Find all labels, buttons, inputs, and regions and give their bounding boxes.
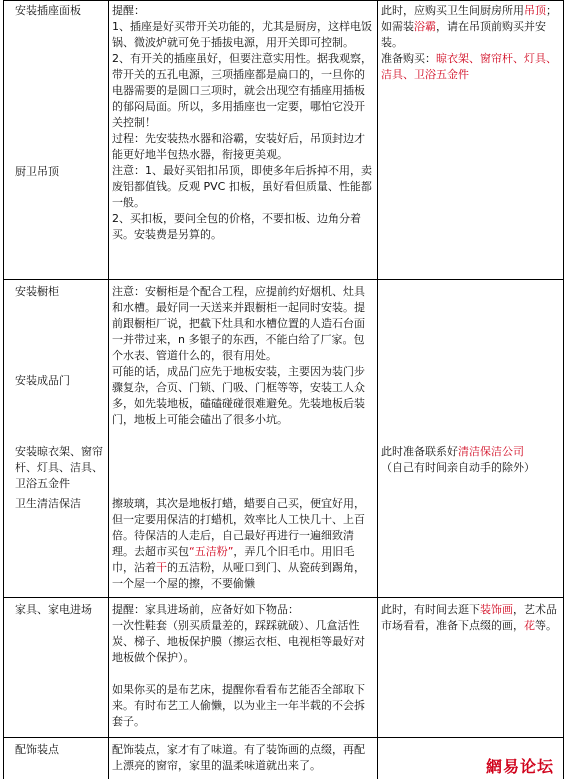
content-paragraph: 擦玻璃，其次是地板打蜡，蜡要自己买，便宜好用，但一定要用保洁的打蜡机，效率比人工快几十、上百倍。待保洁的人走后，自己最好再进行一遍细致清理。去超市买包“五洁粉”，弄几个旧毛巾。用旧毛巾，沾着干的五洁粉，从哑口到门、从瓷砖到踢角，一个屋一个屋的擦，不要偷懒 xyxy=(112,497,365,590)
content-paragraph: 可能的话，成品门应先于地板安装，主要因为装门步骤复杂，合页、门锁、门吸、门框等等，安装工人众多，如先装地板，磕磕碰碰很难避免。先装地板后装门，地板上可能会磕出了很多小坑。 xyxy=(112,365,365,426)
note-paragraph: 准备购买：晾衣架、窗帘杆、灯具、洁具、卫浴五金件 xyxy=(381,52,557,81)
row-divider-3 xyxy=(3,737,564,738)
row-content xyxy=(112,284,374,428)
highlight-term: 花 xyxy=(524,619,535,632)
highlight-term: 浴霸 xyxy=(414,20,436,33)
content-paragraph: 配饰装点，家才有了味道。有了装饰画的点缀，再配上漂亮的窗帘，家里的温柔味道就出来了。 xyxy=(112,743,365,772)
content-paragraph: 一次性鞋套（别买质量差的，踩踩就破）、几盒活性炭、梯子、地板保护膜（擦运衣柜、电视柜等最好对地板做个保护）。 xyxy=(112,619,365,664)
row-label: 安装插座面板 xyxy=(15,4,81,17)
content-paragraph: 提醒： xyxy=(112,4,145,17)
content-paragraph: 2、买扣板，要问全包的价格，不要扣板、边角分着买。安装费是另算的。 xyxy=(112,212,361,241)
highlight-term: 晾衣架、窗帘杆、灯具、洁具、卫浴五金件 xyxy=(381,52,557,81)
row-label: 安装成品门 xyxy=(15,374,70,387)
cleaning-content xyxy=(112,496,374,592)
highlight-term: 干 xyxy=(156,561,167,574)
row-content xyxy=(112,742,374,774)
row-note xyxy=(381,3,560,83)
note-paragraph: 此时准备联系好清洁保洁公司 xyxy=(381,445,524,458)
note-paragraph: （自己有时间亲自动手的除外） xyxy=(381,461,535,474)
row-label: 卫生清洁保洁 xyxy=(15,497,81,510)
content-paragraph: 过程：先安装热水器和浴霸，安装好后，吊顶封边才能更好地半包热水器，衔接更美观。 xyxy=(112,132,365,161)
content-paragraph: 注意：1、最好买铝扣吊顶，即使多年后拆掉不用，卖废铝都值钱。反观 PVC 扣板，虽好看但质量、性能都一般。 xyxy=(112,164,372,209)
content-paragraph: 提醒：家具进场前，应备好如下物品： xyxy=(112,603,299,616)
highlight-term: 清洁保洁公司 xyxy=(458,445,524,458)
content-paragraph: 2、有开关的插座虽好，但要注意实用性。据我观察，带开关的五孔电源，三项插座都是扁口的，一旦你的电器需要的是圆口三项时，就会出现空有插座用插板的郁闷局面。所以，多用插座也一定要，哪怕它没开关控制！ xyxy=(112,52,372,129)
row-label: 安装橱柜 xyxy=(15,285,59,298)
row-label: 配饰装点 xyxy=(15,743,59,756)
highlight-term: 吊顶 xyxy=(524,4,546,17)
row-divider-2 xyxy=(3,597,564,598)
content-paragraph: 如果你买的是布艺床，提醒你看看布艺能否全部取下来。有时布艺工人偷懒，以为业主一年半载的不会拆套子。 xyxy=(112,683,365,728)
row-content xyxy=(112,602,374,730)
table-border-right xyxy=(563,0,564,779)
highlight-term: “五洁粉” xyxy=(189,545,234,558)
row-label: 安装晾衣架、窗帘杆、灯具、洁具、卫浴五金件 xyxy=(15,445,103,490)
site-logo: 網易论坛 xyxy=(485,757,554,776)
column-divider-1 xyxy=(108,0,109,779)
row-content xyxy=(112,3,374,243)
content-paragraph: 1、插座是好买带开关功能的，尤其是厨房，这样电饭锅、微波炉就可免于插拔电源，用开关即可控制。 xyxy=(112,20,372,49)
table-border-top xyxy=(3,0,564,1)
column-divider-2 xyxy=(377,0,378,779)
content-paragraph: 注意：安橱柜是个配合工程，应提前约好烟机、灶具和水槽。最好同一天送来并跟橱柜一起同时安装。提前跟橱柜厂说，把截下灶具和水槽位置的人造石台面一并带过来，n 多银子的东西，不能白给了厂家。包个水表、管道什么的，很有用处。 xyxy=(112,285,365,362)
row-note xyxy=(381,602,560,634)
note-paragraph: 此时，应购买卫生间厨房所用吊顶；如需装浴霸，请在吊顶前购买并安装。 xyxy=(381,4,557,49)
note-paragraph: 此时，有时间去逛下装饰画，艺术品市场看看，准备下点缀的画，花等。 xyxy=(381,603,557,632)
row-note xyxy=(381,444,560,476)
row-divider-1 xyxy=(3,279,564,280)
row-label: 厨卫吊顶 xyxy=(15,165,59,178)
renovation-table xyxy=(3,0,564,779)
highlight-term: 装饰画 xyxy=(480,603,513,616)
row-label: 家具、家电进场 xyxy=(15,603,92,616)
table-border-left xyxy=(3,0,4,779)
